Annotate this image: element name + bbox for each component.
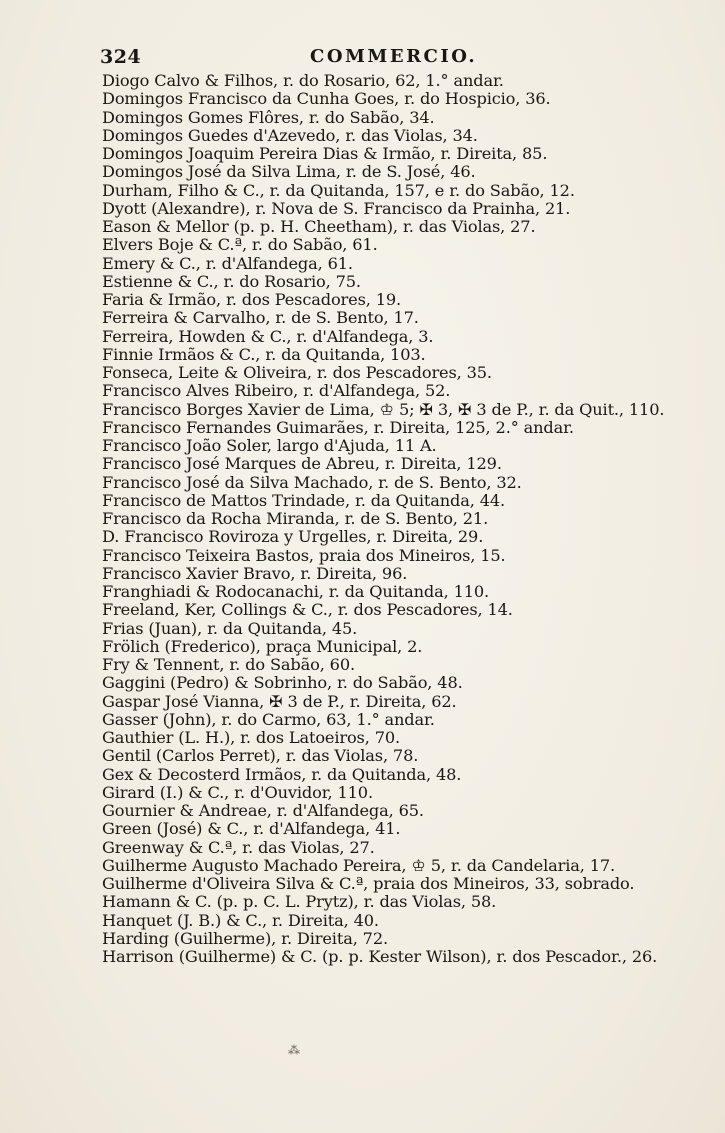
directory-entry: Gaggini (Pedro) & Sobrinho, r. do Sabão, 48.	[102, 673, 463, 693]
directory-entry: Franghiadi & Rodocanachi, r. da Quitanda, 110.	[102, 582, 490, 601]
directory-entry: Durham, Filho & C., r. da Quitanda, 157, e r. do Sabão, 12.	[102, 180, 575, 200]
directory-entry: Francisco José Marques de Abreu, r. Direita, 129.	[102, 454, 502, 474]
directory-entry: Estienne & C., r. do Rosario, 75.	[102, 271, 361, 291]
directory-entry: Fonseca, Leite & Oliveira, r. dos Pescadores, 35.	[102, 363, 492, 382]
directory-entry: Francisco da Rocha Miranda, r. de S. Bento, 21.	[102, 509, 489, 528]
directory-entry: Francisco Xavier Bravo, r. Direita, 96.	[102, 563, 408, 583]
directory-entry: Domingos Guedes d'Azevedo, r. das Violas, 34.	[102, 125, 478, 145]
directory-entry: Francisco Teixeira Bastos, praia dos Mineiros, 15.	[102, 545, 506, 565]
directory-entry: Domingos José da Silva Lima, r. de S. José, 46.	[102, 162, 476, 182]
directory-entry: Emery & C., r. d'Alfandega, 61.	[102, 253, 353, 273]
directory-entry: Gaspar José Vianna, ✠ 3 de P., r. Direita, 62.	[102, 691, 457, 711]
directory-entry: Gentil (Carlos Perret), r. das Violas, 78.	[102, 746, 419, 766]
directory-entry: Greenway & C.ª, r. das Violas, 27.	[102, 837, 375, 857]
directory-entry: Eason & Mellor (p. p. H. Cheetham), r. das Violas, 27.	[102, 217, 536, 236]
directory-entry-list	[102, 72, 682, 966]
directory-entry: Domingos Joaquim Pereira Dias & Irmão, r. Direita, 85.	[102, 144, 548, 163]
directory-entry: Ferreira & Carvalho, r. de S. Bento, 17.	[102, 308, 419, 328]
footer-ornament: ⁂	[288, 1043, 300, 1057]
directory-entry: Ferreira, Howden & C., r. d'Alfandega, 3.	[102, 326, 434, 346]
directory-entry: Finnie Irmãos & C., r. da Quitanda, 103.	[102, 344, 426, 364]
directory-entry: Gasser (John), r. do Carmo, 63, 1.° andar.	[102, 709, 435, 729]
directory-entry: Freeland, Ker, Collings & C., r. dos Pescadores, 14.	[102, 600, 513, 620]
directory-entry: Hanquet (J. B.) & C., r. Direita, 40.	[102, 910, 379, 930]
directory-entry: Dyott (Alexandre), r. Nova de S. Francisco da Prainha, 21.	[102, 198, 571, 218]
directory-entry: Gournier & Andreae, r. d'Alfandega, 65.	[102, 801, 424, 820]
directory-entry: Girard (I.) & C., r. d'Ouvidor, 110.	[102, 782, 373, 802]
directory-entry: Diogo Calvo & Filhos, r. do Rosario, 62, 1.° andar.	[102, 71, 504, 90]
directory-entry: Frias (Juan), r. da Quitanda, 45.	[102, 618, 358, 638]
directory-entry: Francisco Fernandes Guimarães, r. Direita, 125, 2.° andar.	[102, 417, 574, 437]
section-title: COMMERCIO.	[310, 46, 478, 67]
running-head	[100, 46, 660, 70]
directory-entry: Gex & Decosterd Irmãos, r. da Quitanda, 48.	[102, 764, 462, 784]
directory-entry: Harrison (Guilherme) & C. (p. p. Kester Wilson), r. dos Pescador., 26.	[102, 947, 658, 966]
directory-entry: Harding (Guilherme), r. Direita, 72.	[102, 928, 388, 948]
directory-entry: Elvers Boje & C.ª, r. do Sabão, 61.	[102, 235, 378, 255]
directory-entry: Francisco de Mattos Trindade, r. da Quitanda, 44.	[102, 490, 506, 510]
directory-entry: Guilherme d'Oliveira Silva & C.ª, praia dos Mineiros, 33, sobrado.	[102, 874, 635, 893]
directory-entry: Gauthier (L. H.), r. dos Latoeiros, 70.	[102, 728, 400, 747]
directory-entry: Frölich (Frederico), praça Municipal, 2.	[102, 636, 423, 656]
directory-entry: Faria & Irmão, r. dos Pescadores, 19.	[102, 290, 402, 309]
directory-entry: Domingos Francisco da Cunha Goes, r. do Hospicio, 36.	[102, 89, 551, 109]
directory-entry: Francisco Alves Ribeiro, r. d'Alfandega, 52.	[102, 381, 451, 401]
directory-entry: Guilherme Augusto Machado Pereira, ♔ 5, r. da Candelaria, 17.	[102, 855, 616, 875]
directory-entry: D. Francisco Roviroza y Urgelles, r. Direita, 29.	[102, 527, 484, 547]
directory-entry: Hamann & C. (p. p. C. L. Prytz), r. das Violas, 58.	[102, 892, 497, 912]
page-number: 324	[100, 46, 142, 68]
directory-entry: Francisco João Soler, largo d'Ajuda, 11 A.	[102, 436, 437, 455]
directory-entry: Fry & Tennent, r. do Sabão, 60.	[102, 655, 355, 674]
directory-entry: Domingos Gomes Flôres, r. do Sabão, 34.	[102, 107, 435, 127]
directory-entry: Francisco Borges Xavier de Lima, ♔ 5; ✠ 3, ✠ 3 de P., r. da Quit., 110.	[102, 399, 665, 419]
directory-entry: Green (José) & C., r. d'Alfandega, 41.	[102, 819, 401, 839]
directory-entry: Francisco José da Silva Machado, r. de S. Bento, 32.	[102, 472, 522, 492]
